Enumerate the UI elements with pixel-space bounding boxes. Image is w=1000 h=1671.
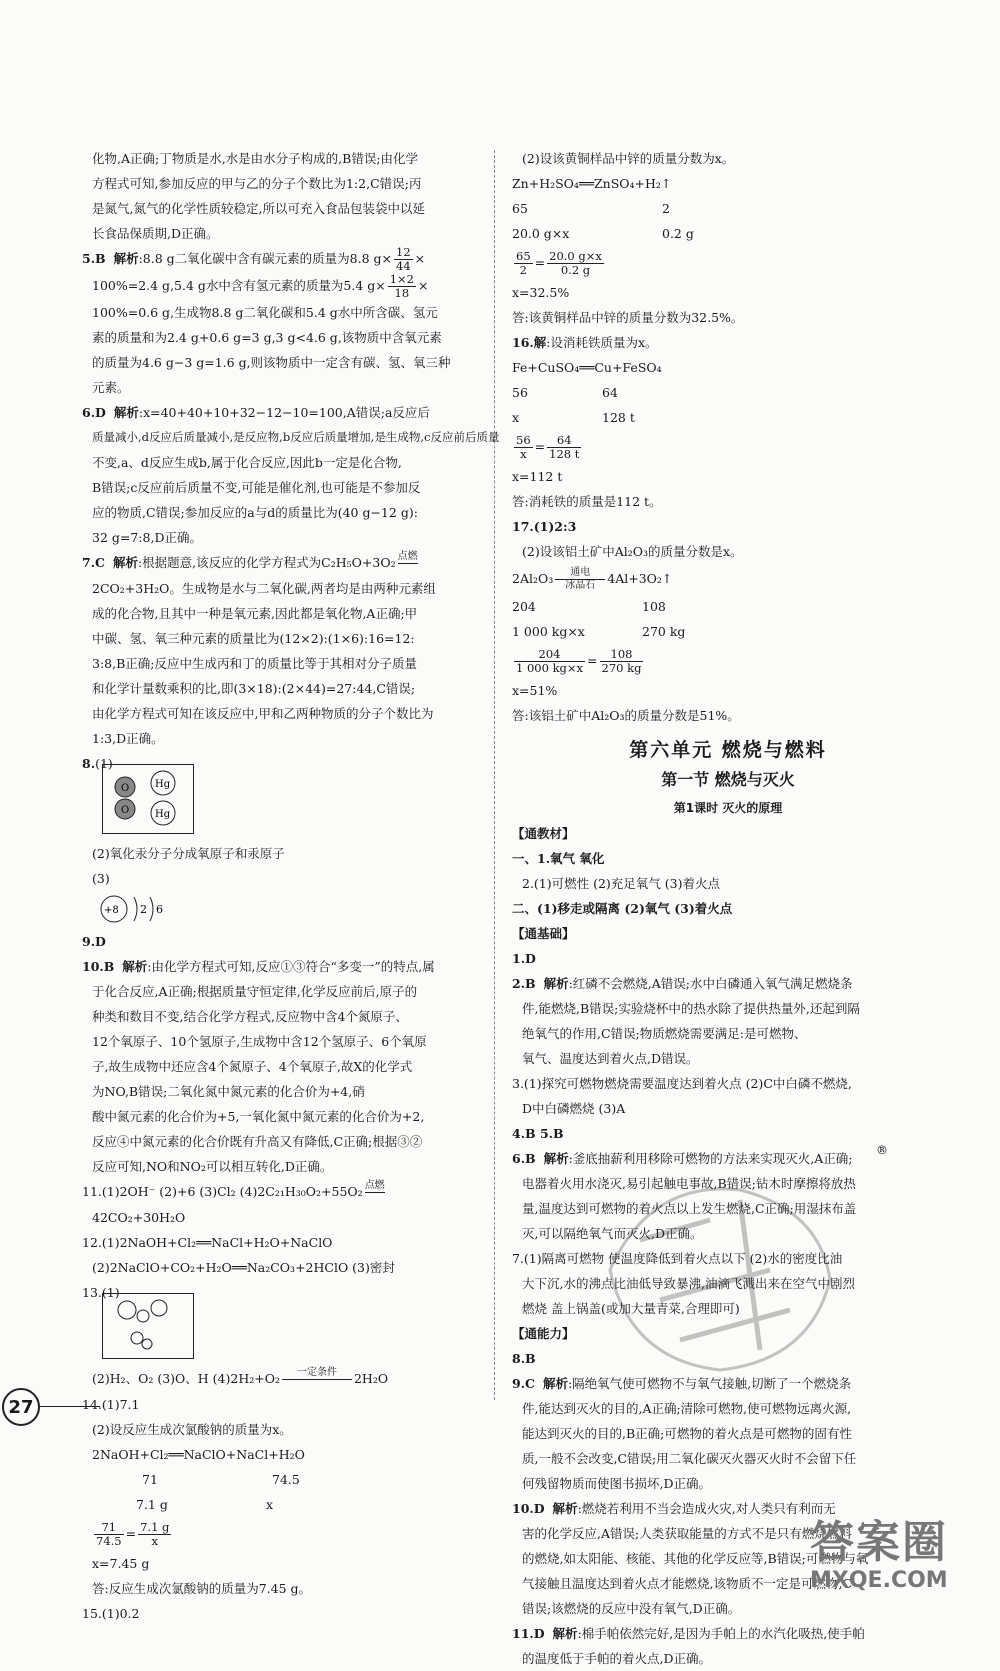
text-line: (2)设反应生成次氯酸钠的质量为x。: [92, 1422, 292, 1437]
answer-13: 13.(1) (2)H₂、O₂ (3)O、H (4)2H₂+O₂ 一定条件 2H₂O: [82, 1280, 482, 1392]
answer-label: 6.D: [82, 405, 106, 420]
equation-ratio-row: 65 2: [512, 201, 670, 216]
oxygen-atom-structure: [96, 891, 196, 929]
text-line: 灭,可以隔绝氧气而灭火,D正确。: [522, 1226, 703, 1241]
text-line: x=112 t: [512, 469, 563, 484]
analysis-label: 解析: [552, 1626, 578, 1641]
text-line: 2CO₂+3H₂O。生成物是水与二氧化碳,两者均是由两种元素组: [92, 581, 436, 596]
right-column: [512, 146, 944, 1671]
fraction: $\frac{56}{x}$: [516, 433, 531, 461]
text-line: 1:3,D正确。: [92, 731, 164, 746]
text-line: x=32.5%: [512, 285, 570, 300]
text-line: 气接触且温度达到着火点才能燃烧,该物质不一定是可燃物,C: [522, 1576, 853, 1591]
fraction: $\frac{204}{1 000 kg\times x}$: [516, 647, 584, 675]
watermark-logo-text: 答案圈: [810, 1517, 948, 1568]
answer-label: 5.B: [82, 251, 106, 266]
equation: 2NaOH+Cl₂══NaClO+NaCl+H₂O: [92, 1447, 305, 1462]
text-line: 燃烧 盖上锅盖(或加大量青菜,合理即可): [522, 1301, 740, 1316]
text-line: (2)设该铝土矿中Al₂O₃的质量分数是x。: [522, 544, 743, 559]
text-line: 何残留物质而使图书损坏,D正确。: [522, 1476, 711, 1491]
analysis-label: 解析: [122, 959, 148, 974]
text-line: 反应可知,NO和NO₂可以相互转化,D正确。: [92, 1159, 333, 1174]
text-line: 为NO,B错误;二氧化氮中氮元素的化合价为+4,硝: [92, 1084, 365, 1099]
unit-title: 第六单元 燃烧与燃料: [629, 739, 827, 761]
section-tag: 【通教材】: [512, 826, 575, 841]
text-line: 的质量为4.6 g−3 g=1.6 g,则该物质中一定含有碳、氢、氧三种: [92, 355, 451, 370]
particle: [118, 1301, 136, 1319]
answer-7: 7.C 解析:根据题意,该反应的化学方程式为C₂H₅O+3O₂ 点燃 2CO₂+3H₂O。生成物是水与二氧化碳,两者均是由两种元素组 成的化合物,且其中一种是氧元素,因此都是氧化物,A正确;甲 中碳、氢、氧三种元素的质量比为(12×2):(1×6):16=12: 3:8,B正确;反应中生成丙和丁的质量比等于其相对分子质量 和化学计量数乘积的比,即(3×18):(2×44)=27:44,C错误; 由化学方程式可知在该反应中,甲和乙两种物质的分子个数比为 1:3,D正确。: [82, 550, 482, 751]
answer-6: 6.B 解析:釜底抽薪利用移除可燃物的方法来实现灭火,A正确; 电器着火用水浇灭,易引起触电事故,B错误;钻木时摩擦将放热 量,温度达到可燃物的着火点以上发生燃烧,C正确;用湿抹布盖 灭,可以隔绝氧气而灭火,D正确。: [512, 1146, 944, 1246]
fraction: $\frac{65}{2}$: [516, 249, 531, 277]
analysis-label: 解析: [113, 405, 139, 420]
nucleus-charge: +8: [104, 905, 119, 916]
analysis-label: 解析: [543, 976, 569, 991]
text-line: 不变,a、d反应生成b,属于化合反应,因此b一定是化合物,: [92, 455, 402, 470]
equation-ratio-row: 71 74.5: [142, 1472, 300, 1487]
left-column: [82, 146, 500, 1626]
analysis-label: 解: [533, 335, 547, 350]
text-line: 中碳、氢、氧三种元素的质量比为(12×2):(1×6):16=12:: [92, 631, 415, 646]
answer-8: 8.B: [512, 1351, 536, 1366]
text-line: 件,能燃烧,B错误;实验烧杯中的热水除了提供热量外,还起到隔: [522, 1001, 860, 1016]
text-line: (3): [92, 871, 110, 886]
section-title: 第一节 燃烧与灭火: [661, 770, 795, 789]
text-line: (2)设该黄铜样品中锌的质量分数为x。: [522, 151, 735, 166]
equation: Zn+H₂SO₄══ZnSO₄+H₂↑: [512, 176, 672, 191]
text-line: 答:消耗铁的质量是112 t。: [512, 494, 662, 509]
molecule-diagram: [102, 1293, 194, 1359]
text-line: 氧气、温度达到着火点,D错误。: [522, 1051, 699, 1066]
mercury-oxide-diagram: [103, 765, 193, 833]
text-line: 100%=0.6 g,生成物8.8 g二氧化碳和5.4 g水中所含碳、氢元: [92, 305, 438, 320]
fraction: $\frac{71}{74.5}$: [96, 1520, 122, 1548]
answer-14: 14.(1)7.1 (2)设反应生成次氯酸钠的质量为x。 2NaOH+Cl₂══NaClO+NaCl+H₂O 71 74.5 7.1 g x $\frac{71}{74.5}$ = $\frac{7.1 g}{x}$ x=7.45 g 答:反应生成次氯酸钠的质量为7.45 g。: [82, 1392, 482, 1601]
equation-ratio-row: 1 000 kg×x 270 kg: [512, 624, 686, 639]
text-line: 长食品保质期,D正确。: [92, 226, 219, 241]
answer-label: 11.D: [512, 1626, 545, 1641]
text-line: 100%=2.4 g,5.4 g水中含有氢元素的质量为5.4 g×: [92, 278, 386, 293]
text-line: :8.8 g二氧化碳中含有碳元素的质量为8.8 g×: [138, 251, 392, 266]
text-line: 一、1.氧气 氧化: [512, 851, 605, 866]
text-line: 害的化学反应,A错误;人类获取能量的方式不是只有燃烧燃料: [522, 1526, 852, 1541]
answer-3: 3.(1)探究可燃物燃烧需要温度达到着火点 (2)C中白磷不燃烧,: [512, 1076, 852, 1091]
text-line: 能达到灭火的目的,B正确;可燃物的着火点是可燃物的固有性: [522, 1426, 852, 1441]
lesson-title: 第1课时 灭火的原理: [673, 801, 783, 815]
text-line: 件,能达到灭火的目的,A正确;清除可燃物,使可燃物远离火源,: [522, 1401, 852, 1416]
text-line: 14.(1)7.1: [82, 1397, 140, 1412]
particle-diagram: [103, 1294, 193, 1358]
answer-9: 9.D: [82, 934, 106, 949]
text-line: 量,温度达到可燃物的着火点以上发生燃烧,C正确;用湿抹布盖: [522, 1201, 857, 1216]
text-line: 12个氧原子、10个氢原子,生成物中含12个氢原子、6个氧原: [92, 1034, 427, 1049]
atom-label: O: [121, 783, 130, 794]
answer-1: 1.D: [512, 951, 536, 966]
equation-ratio-row: 56 64: [512, 385, 618, 400]
fraction: $\frac{20.0 g\times x}{0.2 g}$: [549, 249, 602, 277]
text-line: 答:该黄铜样品中锌的质量分数为32.5%。: [512, 310, 744, 325]
fraction: $\frac{12}{44}$: [396, 245, 411, 273]
equation-ratio-row: x 128 t: [512, 410, 635, 425]
particle: [151, 1300, 167, 1316]
electron-count: 2: [140, 903, 147, 916]
section-tag: 【通能力】: [512, 1326, 575, 1341]
atom-label: Hg: [155, 809, 171, 820]
text-line: 13.(1): [82, 1285, 120, 1300]
text-line: 42CO₂+30H₂O: [92, 1210, 186, 1225]
text-line: 化物,A正确;丁物质是水,水是由水分子构成的,B错误;由化学: [92, 151, 419, 166]
text-line: 错误;该燃烧的反应中没有氧气,D正确。: [522, 1601, 741, 1616]
text-line: B错误;c反应前后质量不变,可能是催化剂,也可能是不参加反: [92, 480, 421, 495]
text-line: x=51%: [512, 683, 558, 698]
particle: [137, 1310, 149, 1322]
text-line: 子,故生成物中还应含4个氮原子、4个氧原子,故X的化学式: [92, 1059, 413, 1074]
particle: [142, 1339, 152, 1349]
text-line: 二、(1)移走或隔离 (2)氧气 (3)着火点: [512, 901, 733, 916]
atom-label: O: [121, 805, 130, 816]
page-number: 27: [2, 1388, 40, 1426]
molecule-diagram: [102, 764, 194, 834]
section-tag: 【通基础】: [512, 926, 575, 941]
text-line: 于化合反应,A正确;根据质量守恒定律,化学反应前后,原子的: [92, 984, 418, 999]
text-line: 反应④中氮元素的化合价既有升高又有降低,C正确;根据③②: [92, 1134, 423, 1149]
equation: Fe+CuSO₄══Cu+FeSO₄: [512, 360, 662, 375]
text-line: 的温度低于手帕的着火点,D正确。: [522, 1651, 711, 1666]
column-divider: [494, 150, 495, 1400]
page-number-rule: [40, 1406, 100, 1407]
answer-label: 8.: [82, 756, 96, 771]
registered-mark: ®: [876, 1143, 888, 1157]
text-line: 绝氧气的作用,C错误;物质燃烧需要满足:是可燃物、: [522, 1026, 807, 1041]
text-line: (2)氧化汞分子分成氧原子和汞原子: [92, 846, 285, 861]
text-line: x=7.45 g: [92, 1556, 150, 1571]
site-watermark: [810, 1518, 948, 1594]
analysis-label: 解析: [552, 1501, 578, 1516]
text-line: 答:反应生成次氯酸钠的质量为7.45 g。: [92, 1581, 312, 1596]
answer-10: 10.B 解析:由化学方程式可知,反应①③符合“多变一”的特点,属 于化合反应,A正确;根据质量守恒定律,化学反应前后,原子的 种类和数目不变,结合化学方程式,反应物中含4个氮原子、 12个氧原子、10个氢原子,生成物中含12个氢原子、6个氧原 子,故生成物中还应含4个氮原子、4个氧原子,故X的化学式 为NO,B错误;二氧化氮中氮元素的化合价为+4,硝 酸中氮元素的化合价为+5,一氧化氮中氮元素的化合价为+2, 反应④中氮元素的化合价既有升高又有降低,C正确;根据③② 反应可知,NO和NO₂可以相互转化,D正确。: [82, 954, 482, 1179]
answer-label: 2.B: [512, 976, 536, 991]
reaction-condition: 点燃: [364, 1180, 385, 1191]
text-line: 酸中氮元素的化合价为+5,一氧化氮中氮元素的化合价为+2,: [92, 1109, 425, 1124]
text-line: 大下沉,水的沸点比油低导致暴沸,油滴飞溅出来在空气中剧烈: [522, 1276, 855, 1291]
answer-4-5: 4.B 5.B: [512, 1126, 564, 1141]
fraction: $\frac{1\times 2}{18}$: [389, 272, 415, 300]
watermark-url: MXQE.COM: [810, 1568, 948, 1593]
answer-17: 17.(1)2:3 (2)设该铝土矿中Al₂O₃的质量分数是x。 2Al₂O₃ 通电 冰晶石 4Al+3O₂↑ 204 108 1 000 kg×x 270 kg $\frac{204}{1 000 kg\times x}$ = $\frac{108}{270 kg}$ x=51% 答:该铝土矿中Al₂O₃的质量分数是51%。: [512, 514, 944, 728]
text-line: 答:该铝土矿中Al₂O₃的质量分数是51%。: [512, 708, 740, 723]
text-line: 32 g=7:8,D正确。: [92, 530, 202, 545]
answer-15: 15.(1)0.2: [82, 1606, 140, 1621]
text-line: 电器着火用水浇灭,易引起触电事故,B错误;钻木时摩擦将放热: [522, 1176, 856, 1191]
text-line: 的燃烧,如太阳能、核能、其他的化学反应等,B错误;可燃物与氧: [522, 1551, 869, 1566]
answer-label: 6.B: [512, 1151, 536, 1166]
text-line: 素的质量和为2.4 g+0.6 g=3 g,3 g<4.6 g,该物质中含氧元素: [92, 330, 442, 345]
atom-structure: [96, 891, 482, 929]
reaction-condition: 点燃: [397, 551, 418, 562]
answer-label: 9.C: [512, 1376, 535, 1391]
atom-label: Hg: [155, 779, 171, 790]
text-line: 应的物质,C错误;参加反应的a与d的质量比为(40 g−12 g):: [92, 505, 418, 520]
text-line: 元素。: [92, 380, 130, 395]
text-line: 由化学方程式可知在该反应中,甲和乙两种物质的分子个数比为: [92, 706, 434, 721]
electron-shell: [150, 897, 153, 921]
answer-11: 11.D 解析:棉手帕依然完好,是因为手帕上的水汽化吸热,使手帕 的温度低于手帕的着火点,D正确。: [512, 1621, 944, 1671]
text-line: 17.(1)2:3: [512, 519, 577, 534]
equation-ratio-row: 20.0 g×x 0.2 g: [512, 226, 694, 241]
answer-6: 6.D 解析:x=40+40+10+32−12−10=100,A错误;a反应后 质量减小,d反应后质量减小,是反应物,b反应后质量增加,是生成物,c反应前后质量 不变,a、d反应生成b,属于化合反应,因此b一定是化合物, B错误;c反应前后质量不变,可能是催化剂,也可能是不参加反 应的物质,C错误;参加反应的a与d的质量比为(40 g−12 g): 32 g=7:8,D正确。: [82, 400, 482, 550]
text-line: (2)2NaClO+CO₂+H₂O══Na₂CO₃+2HClO (3)密封: [92, 1260, 395, 1275]
text-line: 是氮气,氮气的化学性质较稳定,所以可充入食品包装袋中以延: [92, 201, 425, 216]
answer-7: 7.(1)隔离可燃物 使温度降低到着火点以下 (2)水的密度比油: [512, 1251, 843, 1266]
text-line: 12.(1)2NaOH+Cl₂══NaCl+H₂O+NaClO: [82, 1235, 333, 1250]
reaction-condition: 一定条件: [280, 1367, 354, 1392]
answer-label: 10.B: [82, 959, 115, 974]
text-line: 质,一般不会改变,C错误;用二氧化碳灭火器灭火时不会留下任: [522, 1451, 857, 1466]
equation-ratio-row: 204 108: [512, 599, 666, 614]
text-line: 种类和数目不变,结合化学方程式,反应物中含4个氮原子、: [92, 1009, 408, 1024]
text-line: 和化学计量数乘积的比,即(3×18):(2×44)=27:44,C错误;: [92, 681, 416, 696]
electron-shell: [134, 897, 137, 921]
answer-2: 2.B 解析:红磷不会燃烧,A错误;水中白磷通入氧气满足燃烧条 件,能燃烧,B错误;实验烧杯中的热水除了提供热量外,还起到隔 绝氧气的作用,C错误;物质燃烧需要满足:是可燃物、 氧气、温度达到着火点,D错误。: [512, 971, 944, 1071]
text-line: 2.(1)可燃性 (2)充足氧气 (3)着火点: [522, 876, 720, 891]
fraction: $\frac{7.1 g}{x}$: [140, 1520, 170, 1548]
answer-label: 7.C: [82, 555, 105, 570]
reaction-condition: 通电 冰晶石: [553, 567, 607, 592]
fraction: $\frac{108}{270 kg}$: [601, 647, 642, 675]
electron-count: 6: [156, 903, 163, 916]
answer-5: 5.B 解析:8.8 g二氧化碳中含有碳元素的质量为8.8 g× $\frac{12}{44}$ × 100%=2.4 g,5.4 g水中含有氢元素的质量为5.4 g× $\frac{1\times 2}{18}$ × 100%=0.6 g,生成物8.8 g二氧化碳和5.4 g水中所含碳、氢元 素的质量和为2.4 g+0.6 g=3 g,3 g<4.6 g,该物质中含氧元素 的质量为4.6 g−3 g=1.6 g,则该物质中一定含有碳、氢、氧三种 元素。: [82, 246, 482, 400]
answer-9: 9.C 解析:隔绝氧气使可燃物不与氧气接触,切断了一个燃烧条 件,能达到灭火的目的,A正确;清除可燃物,使可燃物远离火源, 能达到灭火的目的,B正确;可燃物的着火点是可燃物的固有性 质,一般不会改变,C错误;用二氧化碳灭火器灭火时不会留下任 何残留物质而使图书损坏,D正确。: [512, 1371, 944, 1496]
text-line: 成的化合物,且其中一种是氧元素,因此都是氧化物,A正确;甲: [92, 606, 418, 621]
analysis-label: 解析: [542, 1376, 568, 1391]
answer-label: 10.D: [512, 1501, 545, 1516]
particle: [131, 1332, 143, 1344]
answer-15-continued: (2)设该黄铜样品中锌的质量分数为x。 Zn+H₂SO₄══ZnSO₄+H₂↑ 65 2 20.0 g×x 0.2 g $\frac{65}{2}$ = $\frac{20.0 g\times x}{0.2 g}$ x=32.5% 答:该黄铜样品中锌的质量分数为32.5%。: [512, 146, 944, 330]
analysis-label: 解析: [543, 1151, 569, 1166]
analysis-label: 解析: [112, 555, 138, 570]
answer-16: 16.解:设消耗铁质量为x。 Fe+CuSO₄══Cu+FeSO₄ 56 64 x 128 t $\frac{56}{x}$ = $\frac{64}{128 t}$ x=112 t 答:消耗铁的质量是112 t。: [512, 330, 944, 514]
analysis-label: 解析: [113, 251, 139, 266]
answer-10: 10.D 解析:燃烧若利用不当会造成火灾,对人类只有利而无 害的化学反应,A错误;人类获取能量的方式不是只有燃烧燃料 的燃烧,如太阳能、核能、其他的化学反应等,B错误;可燃物与氧 气接触且温度达到着火点才能燃烧,该物质不一定是可燃物,C 错误;该燃烧的反应中没有氧气,D正确。: [512, 1496, 944, 1621]
text-line: 3:8,B正确;反应中生成丙和丁的质量比等于其相对分子质量: [92, 656, 417, 671]
text-line: D中白磷燃烧 (3)A: [522, 1101, 626, 1116]
text-line: 质量减小,d反应后质量减小,是反应物,b反应后质量增加,是生成物,c反应前后质量: [92, 430, 500, 444]
equation-ratio-row: 7.1 g x: [136, 1497, 274, 1512]
fraction: $\frac{64}{128 t}$: [549, 433, 580, 461]
answer-12: [82, 1230, 482, 1280]
answer-label: 16.: [512, 335, 534, 350]
text-line: 方程式可知,参加反应的甲与乙的分子个数比为1:2,C错误;丙: [92, 176, 422, 191]
answer-11: 11.(1)2OH⁻ (2)+6 (3)Cl₂ (4)2C₂₁H₃₀O₂+55O₂ 点燃 42CO₂+30H₂O: [82, 1179, 482, 1230]
answer-8: 8.(1) O O Hg Hg (2)氧化汞分子分成氧原子和汞原子 (3) +8 2 6: [82, 751, 482, 929]
